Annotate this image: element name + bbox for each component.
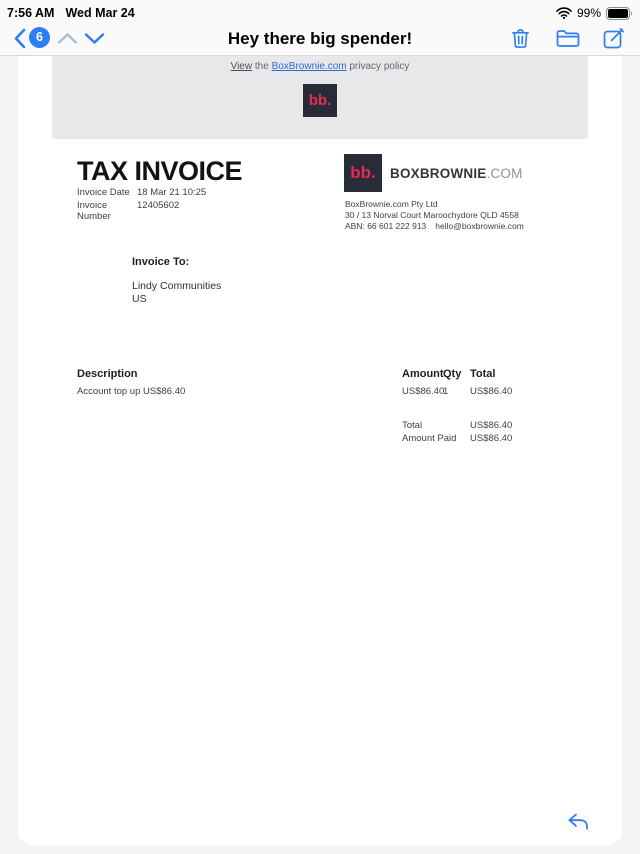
nav-bar xyxy=(0,22,640,55)
table-header-amount: Amount xyxy=(402,368,444,380)
brand-bold: BOXBROWNIE xyxy=(390,166,487,181)
invoice-to-label: Invoice To: xyxy=(132,256,190,268)
row-total: US$86.40 xyxy=(470,386,513,397)
invoice-date-label: Invoice Date xyxy=(77,187,130,198)
battery-icon xyxy=(606,7,633,20)
trash-icon xyxy=(510,27,531,50)
company-brand xyxy=(390,166,523,181)
reply-arrow-icon xyxy=(566,811,591,833)
view-link[interactable]: View xyxy=(230,61,253,72)
invoice-number-row xyxy=(77,200,180,222)
battery-percent: 99% xyxy=(576,6,601,20)
company-abn: ABN: 66 601 222 913 xyxy=(345,221,427,231)
bb-logo-large: bb. xyxy=(344,154,382,192)
summary-paid-value: US$86.40 xyxy=(470,433,513,444)
bill-to-country: US xyxy=(132,292,147,305)
bb-logo-small: bb. xyxy=(303,84,337,117)
wifi-icon xyxy=(556,7,572,19)
address-line: 30 / 13 Norval Court Maroochydore QLD 4558 xyxy=(345,210,519,220)
top-chrome xyxy=(0,0,640,56)
summary-total-label: Total xyxy=(402,420,423,431)
privacy-policy-line: View the BoxBrownie.com privacy policy xyxy=(230,61,410,72)
folder-icon xyxy=(556,28,580,49)
email-header-section xyxy=(52,56,588,139)
table-header-qty: Qty xyxy=(443,368,462,380)
status-date: Wed Mar 24 xyxy=(65,6,135,20)
table-header-description: Description xyxy=(77,368,138,380)
summary-total-value: US$86.40 xyxy=(470,420,513,431)
status-time: 7:56 AM xyxy=(7,6,55,20)
reply-button[interactable] xyxy=(566,811,591,833)
status-bar xyxy=(0,0,640,22)
invoice-number-label: Invoice Number xyxy=(77,200,111,222)
summary-paid-label: Amount Paid xyxy=(402,433,457,444)
invoice-number-value: 12405602 xyxy=(137,200,180,211)
brand-suffix: .COM xyxy=(486,166,523,181)
message-title: Hey there big spender! xyxy=(227,29,413,48)
unread-count-badge[interactable]: 6 xyxy=(29,27,50,48)
row-amount: US$86.40 xyxy=(402,386,445,397)
invoice-date-value: 18 Mar 21 10:25 xyxy=(137,187,207,198)
company-address xyxy=(345,199,524,232)
move-to-folder-button[interactable] xyxy=(556,28,580,49)
address-line: BoxBrownie.com Pty Ltd xyxy=(345,199,438,209)
invoice-title: TAX INVOICE xyxy=(77,156,243,186)
email-message-card xyxy=(18,56,622,845)
bill-to-name: Lindy Communities xyxy=(132,280,222,292)
invoice-date-row xyxy=(77,187,207,198)
row-description: Account top up US$86.40 xyxy=(77,386,186,397)
invoice-to-lines xyxy=(132,280,221,305)
compose-icon xyxy=(603,27,625,50)
delete-button[interactable] xyxy=(510,27,531,50)
table-header-total: Total xyxy=(470,368,496,380)
compose-button[interactable] xyxy=(603,27,625,50)
row-qty: 1 xyxy=(443,386,449,397)
boxbrownie-link[interactable]: BoxBrownie.com xyxy=(271,61,347,72)
address-line xyxy=(345,221,524,232)
company-email: hello@boxbrownie.com xyxy=(435,221,524,231)
